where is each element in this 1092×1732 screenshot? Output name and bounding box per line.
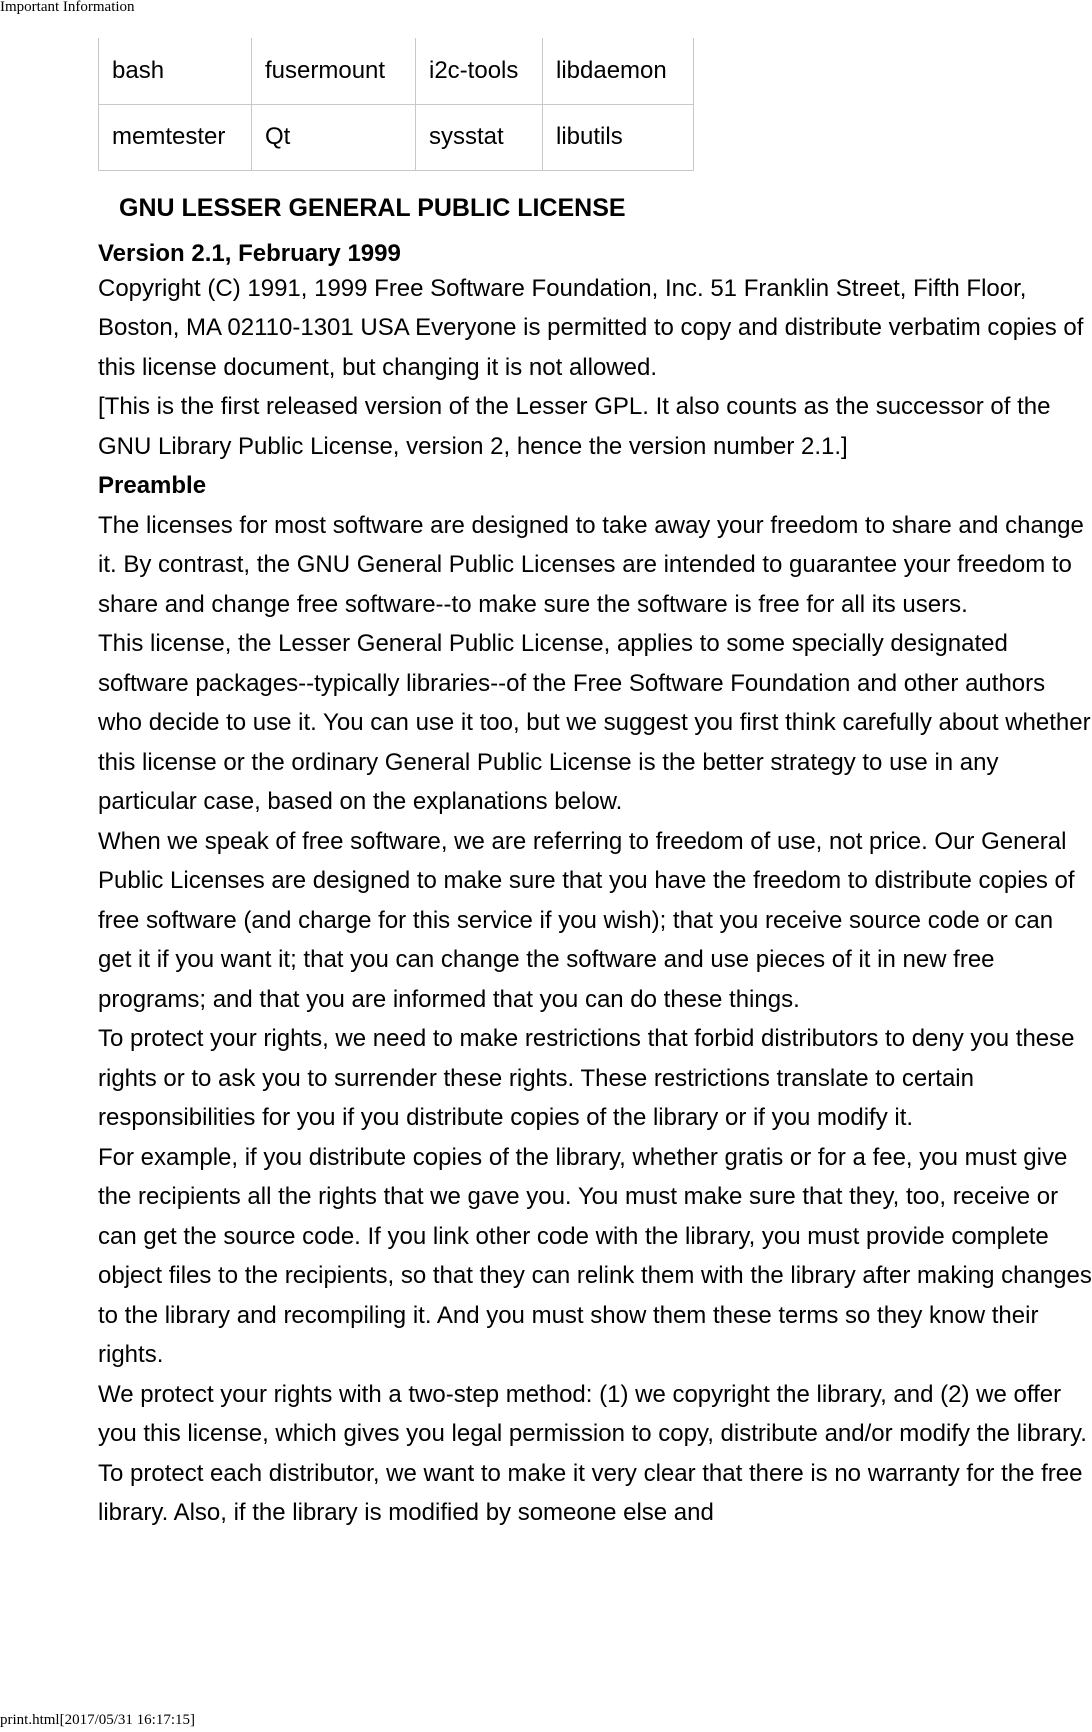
- license-version: Version 2.1, February 1999: [98, 239, 401, 267]
- table-cell: fusermount: [252, 38, 416, 104]
- table-cell: bash: [99, 38, 252, 104]
- page-header-title: Important Information: [0, 0, 135, 15]
- document-content: [98, 38, 1092, 1533]
- copyright-paragraph: Copyright (C) 1991, 1999 Free Software Foundation, Inc. 51 Franklin Street, Fifth Floor, Boston, MA 02110-1301 USA Everyone is permitted to copy and distribute verbatim copies of this license document, but changing it is not allowed.: [98, 274, 1084, 381]
- table-cell: i2c-tools: [416, 38, 543, 104]
- table-cell: Qt: [252, 104, 416, 170]
- preamble-paragraph: To protect your rights, we need to make restrictions that forbid distributors to deny you these rights or to ask you to surrender these rights. These restrictions translate to certain responsibilities for you if you distribute copies of the library or if you modify it.: [98, 1025, 1075, 1131]
- preamble-paragraph: This license, the Lesser General Public License, applies to some specially designated software packages--typically libraries--of the Free Software Foundation and other authors who decide to use it. You can use it too, but we suggest you first think carefully about whether this license or the ordinary General Public License is the better strategy to use in any particular case, based on the explanations below.: [98, 630, 1091, 815]
- table-row: [99, 38, 694, 104]
- preamble-paragraph: For example, if you distribute copies of the library, whether gratis or for a fee, you must give the recipients all the rights that we gave you. You must make sure that they, too, receive or can get the source code. If you link other code with the library, you must provide complete object files to the recipients, so that they can relink them with the library after making changes to the library and recompiling it. And you must show them these terms so they know their rights.: [98, 1143, 1092, 1368]
- package-table: [98, 38, 694, 171]
- preamble-paragraph: When we speak of free software, we are referring to freedom of use, not price. Our General Public Licenses are designed to make sure that you have the freedom to distribute copies of free software (and charge for this service if you wish); that you receive source code or can get it if you want it; that you can change the software and use pieces of it in new free programs; and that you are informed that you can do these things.: [98, 827, 1075, 1013]
- preamble-paragraph: The licenses for most software are designed to take away your freedom to share and change it. By contrast, the GNU General Public Licenses are intended to guarantee your freedom to share and change free software--to make sure the software is free for all its users.: [98, 511, 1084, 618]
- table-row: [99, 104, 694, 170]
- preamble-paragraph: We protect your rights with a two-step method: (1) we copyright the library, and (2) we offer you this license, which gives you legal permission to copy, distribute and/or modify the library. To protect each distributor, we want to make it very clear that there is no warranty for the free library. Also, if the library is modified by someone else and: [98, 1380, 1087, 1526]
- table-cell: libutils: [543, 104, 694, 170]
- table-cell: memtester: [99, 104, 252, 170]
- preamble-heading: Preamble: [98, 472, 207, 499]
- license-note: [This is the first released version of the Lesser GPL. It also counts as the successor of the GNU Library Public License, version 2, hence the version number 2.1.]: [98, 393, 1051, 460]
- table-cell: libdaemon: [543, 38, 694, 104]
- license-title: GNU LESSER GENERAL PUBLIC LICENSE: [119, 193, 626, 222]
- table-cell: sysstat: [416, 104, 543, 170]
- page-footer-source: print.html[2017/05/31 16:17:15]: [0, 1712, 195, 1728]
